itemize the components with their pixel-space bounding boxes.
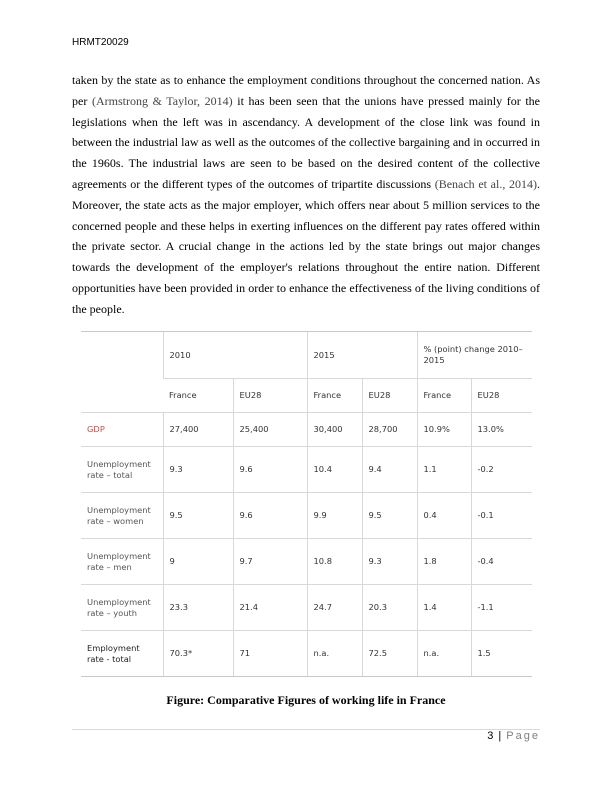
- figure-table-container: [81, 331, 532, 677]
- table-cell: 28,700: [362, 413, 417, 447]
- table-cell: 9.3: [163, 447, 233, 493]
- table-cell: 30,400: [307, 413, 362, 447]
- table-cell: 1.5: [471, 631, 532, 677]
- table-cell: 9.6: [233, 493, 307, 539]
- table-cell: 72.5: [362, 631, 417, 677]
- header-change: % (point) change 2010–2015: [417, 332, 532, 379]
- table-cell: 9.4: [362, 447, 417, 493]
- body-paragraph: [72, 70, 540, 320]
- figure-caption: Figure: Comparative Figures of working life in France: [166, 693, 446, 707]
- header-2010: 2010: [163, 332, 307, 379]
- table-row: [81, 447, 532, 493]
- table-cell: 71: [233, 631, 307, 677]
- table-cell: 9.6: [233, 447, 307, 493]
- table-cell: -1.1: [471, 585, 532, 631]
- body-segment-3: . Moreover, the state acts as the major employer, which offers near about 5 million services to the concerned people and these helps in exerting influences on the different pay rates offered within the private sector. A crucial change in the actions led by the state brings out major changes towards the development of the employer's relations throughout the entire nation. Different opportunities have been provided in order to enhance the effectiveness of the living conditions of the people.: [72, 176, 541, 316]
- table-corner-cell: [81, 332, 163, 413]
- header-2015: 2015: [307, 332, 417, 379]
- citation-benach: (Benach et al., 2014): [434, 176, 538, 191]
- document-header-code: HRMT20029: [72, 37, 129, 48]
- table-cell: 27,400: [163, 413, 233, 447]
- table-cell: 1.4: [417, 585, 471, 631]
- row-label-gdp: GDP: [81, 413, 163, 447]
- table-cell: 10.4: [307, 447, 362, 493]
- footer-divider: [72, 729, 540, 730]
- table-cell: 9.5: [362, 493, 417, 539]
- table-cell: 23.3: [163, 585, 233, 631]
- table-cell: 9.9: [307, 493, 362, 539]
- row-label-unemployment-women: Unemployment rate – women: [81, 493, 163, 539]
- table-cell: -0.1: [471, 493, 532, 539]
- table-cell: 13.0%: [471, 413, 532, 447]
- body-segment-1: taken by the state as to enhance the employment conditions throughout the concerned nation. As per: [72, 73, 540, 108]
- page-number: 3: [487, 730, 494, 742]
- page-word: Page: [506, 730, 540, 742]
- table-cell: 20.3: [362, 585, 417, 631]
- header-eu28-2015: EU28: [362, 379, 417, 413]
- table-row: [81, 539, 532, 585]
- table-cell: 21.4: [233, 585, 307, 631]
- comparative-figures-table: [81, 331, 532, 677]
- table-row: [81, 585, 532, 631]
- table-cell: 0.4: [417, 493, 471, 539]
- table-cell: 10.9%: [417, 413, 471, 447]
- header-france-2015: France: [307, 379, 362, 413]
- table-row: [81, 493, 532, 539]
- row-label-unemployment-youth: Unemployment rate – youth: [81, 585, 163, 631]
- table-cell: 24.7: [307, 585, 362, 631]
- table-cell: -0.4: [471, 539, 532, 585]
- table-cell: 9.3: [362, 539, 417, 585]
- table-cell: 70.3*: [163, 631, 233, 677]
- row-label-unemployment-men: Unemployment rate – men: [81, 539, 163, 585]
- table-cell: 9.7: [233, 539, 307, 585]
- citation-armstrong-taylor: (Armstrong & Taylor, 2014): [91, 93, 233, 108]
- row-label-unemployment-total: Unemployment rate – total: [81, 447, 163, 493]
- table-cell: 10.8: [307, 539, 362, 585]
- table-cell: 1.8: [417, 539, 471, 585]
- footer-separator: |: [498, 730, 502, 742]
- table-cell: -0.2: [471, 447, 532, 493]
- header-eu28-change: EU28: [471, 379, 532, 413]
- table-cell: n.a.: [417, 631, 471, 677]
- table-cell: 1.1: [417, 447, 471, 493]
- page-footer: [487, 730, 540, 742]
- body-segment-2: it has been seen that the unions have pressed mainly for the legislations when the left was in ascendancy. A development of the close link was found in between the industrial law as well as the outcomes of the collective bargaining and in occurred in the 1960s. The industrial laws are seen to be based on the desired content of the collective agreements or the different types of the outcomes of tripartite discussions: [72, 93, 541, 191]
- header-france-change: France: [417, 379, 471, 413]
- table-row: [81, 631, 532, 677]
- header-eu28-2010: EU28: [233, 379, 307, 413]
- table-header-row-years: [81, 332, 532, 379]
- row-label-employment-total: Employment rate - total: [81, 631, 163, 677]
- table-cell: 9.5: [163, 493, 233, 539]
- table-row: [81, 413, 532, 447]
- table-cell: 25,400: [233, 413, 307, 447]
- header-france-2010: France: [163, 379, 233, 413]
- table-cell: 9: [163, 539, 233, 585]
- table-cell: n.a.: [307, 631, 362, 677]
